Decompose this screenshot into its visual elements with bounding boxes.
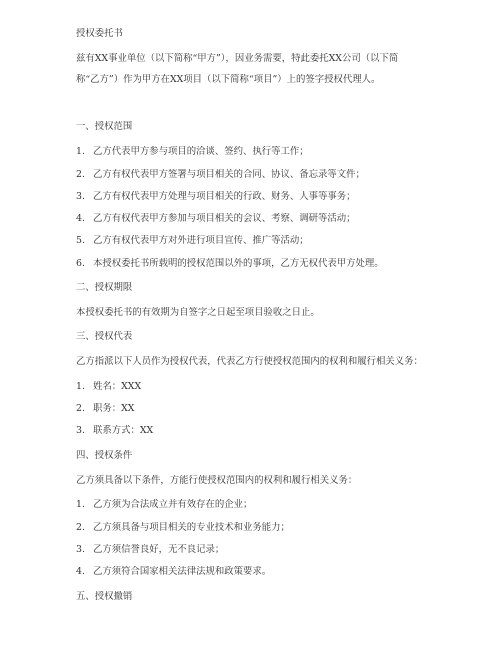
section-heading-conditions: 四、授权条件 <box>76 450 133 461</box>
list-item-number: 3. <box>76 425 85 436</box>
list-item <box>76 191 436 203</box>
list-item-number: 2. <box>76 403 85 414</box>
list-item-text: 联系方式：XX <box>92 425 154 436</box>
list-item-number: 1. <box>76 381 85 392</box>
list-item-text: 乙方须符合国家相关法律法规和政策要求。 <box>92 566 272 577</box>
list-item-number: 4. <box>76 566 85 577</box>
list-item-number: 1. <box>76 499 85 510</box>
intro-paragraph-line-1: 兹有XX事业单位（以下简称“甲方”），因业务需要，特此委托XX公司（以下简 <box>76 53 399 64</box>
list-item <box>76 235 436 247</box>
section-heading-representative: 三、授权代表 <box>76 331 133 342</box>
list-item-text: 乙方须信誉良好，无不良记录； <box>92 544 225 555</box>
section-paragraph-representative: 乙方指派以下人员作为授权代表，代表乙方行使授权范围内的权利和履行相关义务： <box>76 356 423 367</box>
section-paragraph-period: 本授权委托书的有效期为自签字之日起至项目验收之日止。 <box>76 307 320 318</box>
list-item <box>76 258 436 270</box>
section-heading-period: 二、授权期限 <box>76 282 133 293</box>
section-paragraph-conditions: 乙方须具备以下条件，方能行使授权范围内的权利和履行相关义务： <box>76 475 358 486</box>
list-item <box>76 566 436 578</box>
list-item-text: 职务：XX <box>92 403 135 414</box>
list-item <box>76 381 436 393</box>
list-item-text: 乙方有权代表甲方签署与项目相关的合同、协议、备忘录等文件； <box>92 169 365 180</box>
list-item <box>76 169 436 181</box>
list-item-text: 乙方须具备与项目相关的专业技术和业务能力； <box>92 522 290 533</box>
list-item-text: 乙方有权代表甲方参加与项目相关的会议、考察、调研等活动； <box>92 213 356 224</box>
list-item-number: 4. <box>76 213 85 224</box>
list-item-number: 5. <box>76 235 85 246</box>
list-item-number: 1. <box>76 146 85 157</box>
list-item <box>76 499 436 511</box>
list-item-number: 2. <box>76 522 85 533</box>
list-item <box>76 425 436 437</box>
document-title: 授权委托书 <box>76 28 123 39</box>
list-item-text: 姓名：XXX <box>92 381 142 392</box>
section-heading-scope: 一、授权范围 <box>76 121 133 132</box>
list-item <box>76 522 436 534</box>
list-item <box>76 213 436 225</box>
intro-paragraph-line-2: 称“乙方”）作为甲方在XX项目（以下简称“项目”）上的签字授权代理人。 <box>76 74 381 85</box>
list-item-text: 乙方代表甲方参与项目的洽谈、签约、执行等工作； <box>92 146 309 157</box>
list-item-text: 乙方有权代表甲方处理与项目相关的行政、财务、人事等事务； <box>92 191 356 202</box>
list-item-text: 乙方须为合法成立并有效存在的企业； <box>92 499 253 510</box>
list-item-number: 2. <box>76 169 85 180</box>
list-item <box>76 146 436 158</box>
list-item <box>76 403 436 415</box>
list-item-text: 乙方有权代表甲方对外进行项目宣传、推广等活动； <box>92 235 309 246</box>
section-heading-revocation: 五、授权撤销 <box>76 591 133 602</box>
list-item-number: 3. <box>76 191 85 202</box>
list-item-number: 3. <box>76 544 85 555</box>
list-item <box>76 544 436 556</box>
list-item-number: 6. <box>76 258 85 269</box>
list-item-text: 本授权委托书所载明的授权范围以外的事项，乙方无权代表甲方处理。 <box>92 258 384 269</box>
